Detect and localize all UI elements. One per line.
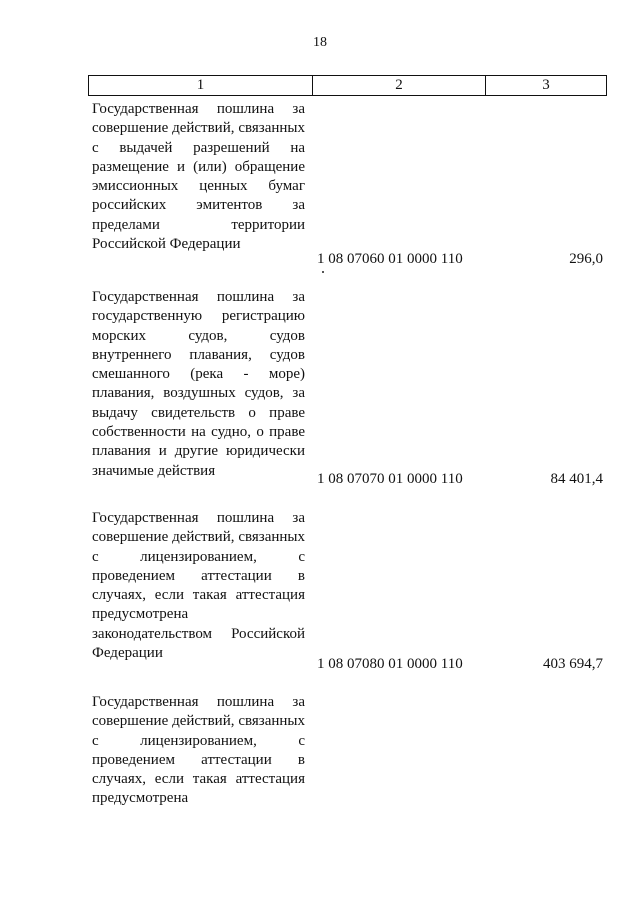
- column-header-3: 3: [542, 77, 550, 93]
- row-amount: 84 401,4: [550, 471, 603, 487]
- row-amount: 296,0: [569, 251, 603, 267]
- row-description: Государственная пошлина за государственную регистрацию морских судов, судов внутреннего плавания, судов смешанного (река - море) плавания, воздушных судов, за выдачу свидетельств о праве собственности на судно, о праве плавания и другие юридически значимые действия: [92, 289, 305, 479]
- column-header-1: 1: [89, 76, 313, 95]
- row-description: Государственная пошлина за совершение действий, связанных с лицензированием, с проведением аттестации в случаях, если такая аттестация предусмотрена законодательством Российской Федерации: [92, 510, 305, 662]
- row-amount: 403 694,7: [543, 656, 603, 672]
- row-code: 1 08 07070 01 0000 110: [317, 471, 463, 487]
- scan-speck: [322, 271, 324, 273]
- row-description: Государственная пошлина за совершение действий, связанных с лицензированием, с проведением аттестации в случаях, если такая аттестация предусмотрена: [92, 694, 305, 807]
- row-code: 1 08 07080 01 0000 110: [317, 656, 463, 672]
- row-code: 1 08 07060 01 0000 110: [317, 251, 463, 267]
- page-number: 18: [313, 35, 327, 50]
- table-header-row: [88, 75, 607, 96]
- row-description: Государственная пошлина за совершение действий, связанных с выдачей разрешений на размещение и (или) обращение эмиссионных ценных бумаг российских эмитентов за пределами территории Российской Федерации: [92, 101, 305, 253]
- column-header-2: 2: [313, 76, 486, 95]
